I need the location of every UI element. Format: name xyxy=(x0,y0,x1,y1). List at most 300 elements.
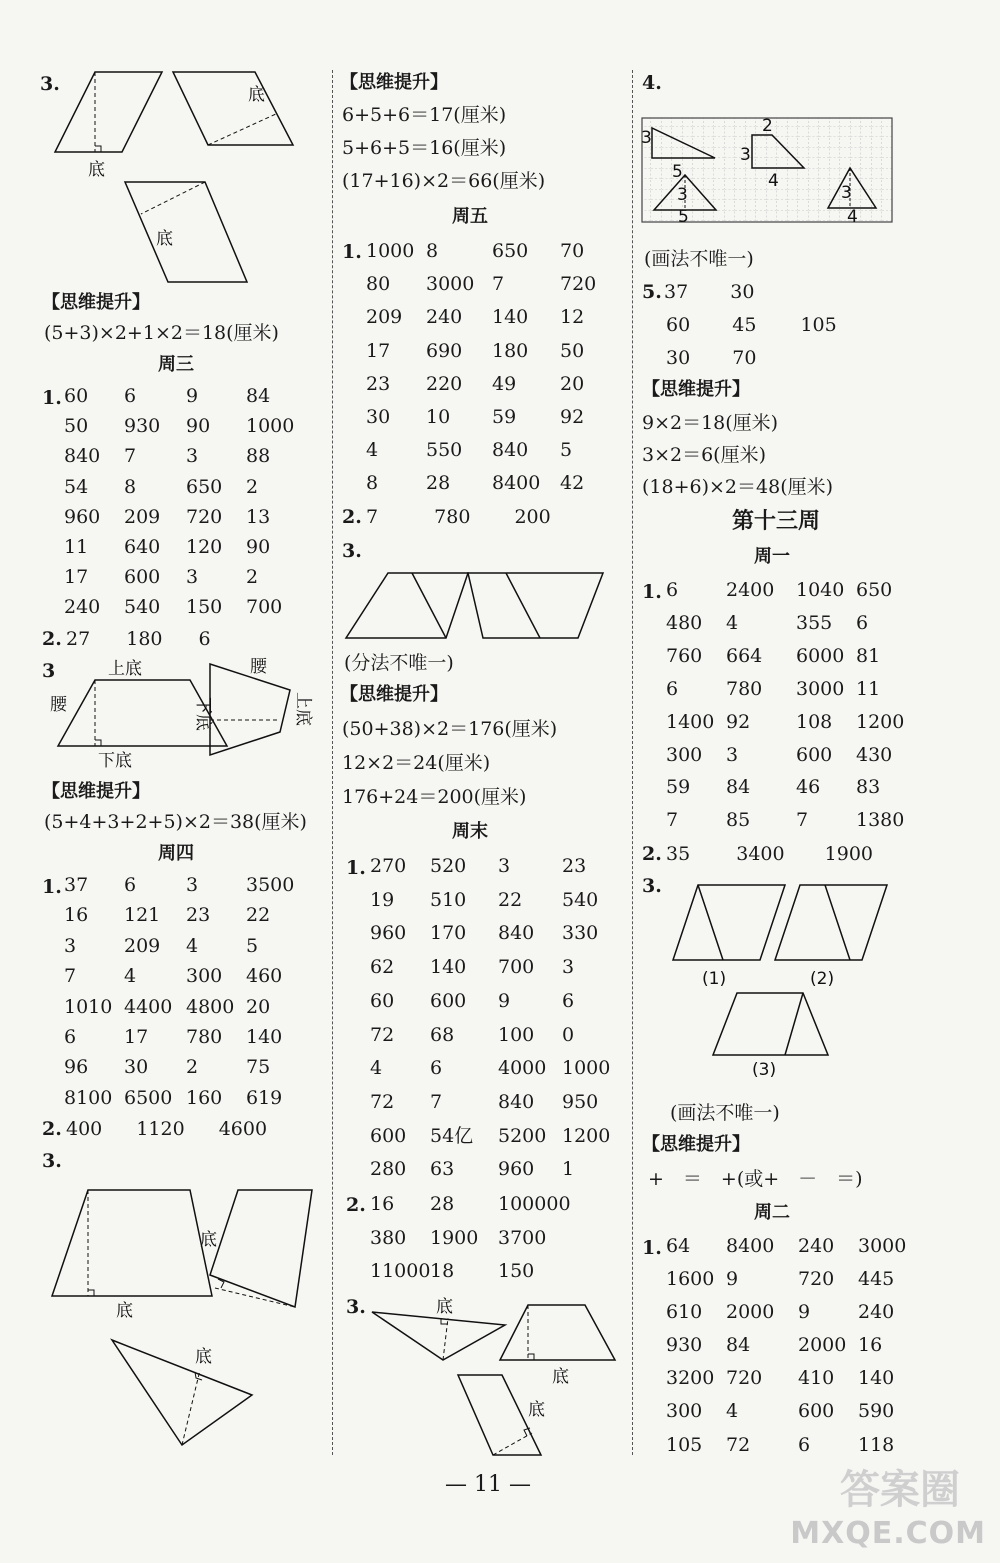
answer-cell: 3500 xyxy=(246,874,295,896)
answer-cell: 8 xyxy=(426,240,439,262)
answer-cell: 50 xyxy=(560,339,585,362)
answer-cell: 28 xyxy=(430,1193,455,1215)
answer-cell: 650 xyxy=(856,579,893,601)
answer-cell: 330 xyxy=(562,922,599,945)
answer-cell: 70 xyxy=(560,240,585,262)
watermark: MXQE.COM xyxy=(790,1516,986,1551)
answer-cell: 92 xyxy=(560,406,585,429)
column-divider xyxy=(332,70,333,1455)
answer-cell: 3000 xyxy=(426,273,475,296)
answer-cell: 4 xyxy=(124,965,137,988)
answer-cell: 840 xyxy=(498,1090,535,1113)
answer-cell: 0 xyxy=(562,1023,575,1046)
answer-cell: 18 xyxy=(430,1260,455,1282)
answer-cell: 92 xyxy=(726,710,751,733)
answer-cell: 4 xyxy=(186,934,199,957)
answer-cell: 90 xyxy=(246,536,271,559)
answer-cell: 17 xyxy=(64,566,89,589)
answer-cell: 3700 xyxy=(498,1226,547,1249)
answer-cell: 690 xyxy=(426,339,463,362)
question-number: 1. xyxy=(42,387,62,409)
answer-cell: 5200 xyxy=(498,1124,547,1147)
answer-cell: 460 xyxy=(246,965,283,988)
answer-cell: 17 xyxy=(366,339,391,362)
answer-cell: 60 xyxy=(370,989,395,1012)
equation: (5+3)×2+1×2＝18(厘米) xyxy=(44,322,279,344)
answer-cell: 84 xyxy=(726,1334,751,1357)
answer-cell: 9 xyxy=(726,1268,739,1291)
answer-cell: 3 xyxy=(186,566,199,589)
answer-cell: 4 xyxy=(726,1400,739,1423)
question-number: 1. xyxy=(42,876,62,898)
answer-cell: 16 xyxy=(64,904,89,927)
equation: 176+24＝200(厘米) xyxy=(342,786,527,808)
answer-cell: 100000 xyxy=(498,1193,571,1215)
answer-cell: 380 xyxy=(370,1226,407,1249)
figure-caption: (3) xyxy=(752,1060,777,1080)
answer-cell: 4 xyxy=(366,439,379,462)
answer-cell: 11 xyxy=(856,677,881,700)
answer-cell: 9 xyxy=(498,989,511,1012)
watermark: 答案圈 xyxy=(840,1467,960,1513)
answer-cell: 63 xyxy=(430,1158,455,1181)
answer-cell: 37 xyxy=(64,874,89,896)
section-head: 【思维提升】 xyxy=(42,781,150,802)
answer-cell: 240 xyxy=(64,596,101,619)
base-height-figures xyxy=(340,0,625,1460)
answer-cell: 22 xyxy=(498,888,523,911)
answer-cell: 59 xyxy=(666,776,691,799)
answer-cell: 4800 xyxy=(186,995,235,1018)
base-label: 底 xyxy=(200,1230,217,1250)
answer-cell: 80 xyxy=(366,273,391,296)
answer-cell: 7 xyxy=(796,809,809,832)
answer-cell: 3 xyxy=(186,874,199,896)
answer-cell: 5 xyxy=(246,934,259,957)
answer-cell: 83 xyxy=(856,776,881,799)
answer-cell: 930 xyxy=(124,415,161,438)
answer: 1900 xyxy=(824,843,873,865)
question-number: 2. xyxy=(42,628,62,650)
answer-cell: 62 xyxy=(370,956,395,979)
answer-cell: 1010 xyxy=(64,995,113,1018)
answer-cell: 6 xyxy=(64,1026,77,1049)
answer-cell: 72 xyxy=(370,1090,395,1113)
answer: 35 xyxy=(666,843,691,865)
question-number: 5. xyxy=(642,281,662,303)
grid-label: 5 xyxy=(672,162,683,182)
section-head: 【思维提升】 xyxy=(340,72,448,93)
answer-cell: 6 xyxy=(666,579,679,601)
answer: 6 xyxy=(198,628,211,650)
answer-cell: 7 xyxy=(124,445,137,468)
equation: 6+5+6＝17(厘米) xyxy=(342,104,507,126)
answer-cell: 140 xyxy=(858,1367,895,1390)
answer-cell: 720 xyxy=(798,1268,835,1291)
answer-cell: 1400 xyxy=(666,710,715,733)
answer-cell: 1900 xyxy=(430,1226,479,1249)
answer-cell: 355 xyxy=(796,611,833,634)
bottom-base-label: 下底 xyxy=(193,697,213,731)
answer-cell: 46 xyxy=(796,776,821,799)
answer-cell: 960 xyxy=(498,1158,535,1181)
note: (画法不唯一) xyxy=(670,1102,780,1124)
figure-caption: (2) xyxy=(810,969,835,989)
page-number: — 11 — xyxy=(445,1472,531,1497)
answer: 780 xyxy=(434,506,471,528)
grid-label: 3 xyxy=(841,183,852,203)
answer-cell: 7 xyxy=(492,273,505,296)
answer-cell: 240 xyxy=(798,1235,835,1257)
answer-cell: 590 xyxy=(858,1400,895,1423)
answer-cell: 650 xyxy=(492,240,529,262)
answer-cell: 49 xyxy=(492,372,517,395)
answer-cell: 2400 xyxy=(726,579,775,601)
answer-cell: 1000 xyxy=(366,240,415,262)
answer-cell: 930 xyxy=(666,1334,703,1357)
answer-cell: 5 xyxy=(560,439,573,462)
answer: 105 xyxy=(800,314,837,336)
question-number: 2. xyxy=(342,506,362,528)
answer-cell: 1200 xyxy=(562,1124,611,1147)
answer-cell: 3 xyxy=(186,445,199,468)
answer-cell: 3 xyxy=(726,743,739,766)
answer-cell: 105 xyxy=(666,1433,703,1456)
answer-cell: 180 xyxy=(492,339,529,362)
answer-cell: 700 xyxy=(498,956,535,979)
answer-cell: 30 xyxy=(366,406,391,429)
answer-cell: 90 xyxy=(186,415,211,438)
note: (分法不唯一) xyxy=(344,652,454,674)
answer-cell: 664 xyxy=(726,644,763,667)
answer: 60 xyxy=(666,314,691,336)
answer-cell: 3 xyxy=(64,934,77,957)
answer-cell: 410 xyxy=(798,1367,835,1390)
answer-cell: 23 xyxy=(366,372,391,395)
answer-cell: 600 xyxy=(124,566,161,589)
equation: + ＝ +(或+ － ＝) xyxy=(648,1168,863,1190)
answer-cell: 7 xyxy=(666,809,679,832)
day-title: 周五 xyxy=(452,206,488,227)
grid-label: 4 xyxy=(768,171,779,191)
question-number: 3. xyxy=(42,1150,62,1172)
answer-cell: 300 xyxy=(666,1400,703,1423)
answer-cell: 6000 xyxy=(796,644,845,667)
week-title: 第十三周 xyxy=(732,509,821,534)
leg-label: 腰 xyxy=(250,657,267,677)
answer-cell: 6 xyxy=(562,989,575,1012)
answer-cell: 300 xyxy=(666,743,703,766)
answer-cell: 540 xyxy=(124,596,161,619)
answer-cell: 20 xyxy=(246,995,271,1018)
top-base-label: 上底 xyxy=(108,659,142,679)
section-head: 【思维提升】 xyxy=(340,684,448,705)
answer-cell: 12 xyxy=(560,306,585,329)
answer-cell: 209 xyxy=(124,505,161,528)
day-title: 周末 xyxy=(452,821,488,842)
equation: (5+4+3+2+5)×2＝38(厘米) xyxy=(44,811,307,833)
answer-cell: 209 xyxy=(124,934,161,957)
answer-cell: 8 xyxy=(366,472,379,495)
question-number: 2. xyxy=(346,1194,366,1216)
base-label: 底 xyxy=(116,1301,133,1321)
answer-cell: 9 xyxy=(186,385,199,407)
answer: 4600 xyxy=(218,1118,268,1140)
day-title: 周二 xyxy=(754,1202,790,1223)
question-number: 3. xyxy=(642,875,662,897)
answer-cell: 1 xyxy=(562,1158,575,1181)
base-label: 底 xyxy=(156,229,173,249)
section-head: 【思维提升】 xyxy=(642,379,750,400)
answer-cell: 3000 xyxy=(858,1235,907,1257)
answer-cell: 960 xyxy=(64,505,101,528)
answer-cell: 120 xyxy=(186,536,223,559)
answer-cell: 430 xyxy=(856,743,893,766)
answer-cell: 780 xyxy=(186,1026,223,1049)
answer-cell: 8100 xyxy=(64,1086,113,1109)
question-number: 3 xyxy=(42,660,56,682)
answer-cell: 85 xyxy=(726,809,751,832)
answer-cell: 140 xyxy=(492,306,529,329)
answer: 27 xyxy=(66,628,91,650)
answer-cell: 480 xyxy=(666,611,703,634)
answer-cell: 240 xyxy=(426,306,463,329)
top-base-label: 上底 xyxy=(293,692,313,726)
answer: 200 xyxy=(514,506,551,528)
answer-cell: 600 xyxy=(796,743,833,766)
answer-cell: 50 xyxy=(64,415,89,438)
cut-figures xyxy=(640,0,960,1090)
answer-cell: 13 xyxy=(246,505,271,528)
answer-cell: 600 xyxy=(370,1124,407,1147)
equation: 5+6+5＝16(厘米) xyxy=(342,137,507,159)
answer: 45 xyxy=(732,314,757,336)
answer-cell: 30 xyxy=(124,1056,149,1079)
column-divider xyxy=(632,70,633,1455)
answer-cell: 4400 xyxy=(124,995,173,1018)
answer-cell: 150 xyxy=(498,1260,535,1282)
answer-cell: 4 xyxy=(726,611,739,634)
answer-cell: 950 xyxy=(562,1090,599,1113)
answer-cell: 2 xyxy=(246,566,259,589)
answer-cell: 2 xyxy=(186,1056,199,1079)
answer-cell: 619 xyxy=(246,1086,283,1109)
answer-cell: 72 xyxy=(726,1433,751,1456)
answer-cell: 4 xyxy=(370,1057,383,1080)
answer-cell: 20 xyxy=(560,372,585,395)
note: (画法不唯一) xyxy=(644,248,754,270)
answer-cell: 720 xyxy=(726,1367,763,1390)
answer-cell: 220 xyxy=(426,372,463,395)
answer-cell: 1040 xyxy=(796,579,845,601)
answer-cell: 7 xyxy=(430,1090,443,1113)
answer-cell: 1380 xyxy=(856,809,905,832)
base-label: 底 xyxy=(195,1347,212,1367)
answer-cell: 170 xyxy=(430,922,467,945)
answer-cell: 780 xyxy=(726,677,763,700)
answer-cell: 520 xyxy=(430,855,467,877)
answer-cell: 2000 xyxy=(726,1301,775,1324)
question-number: 1. xyxy=(342,241,362,263)
base-label: 底 xyxy=(436,1297,453,1317)
answer-cell: 42 xyxy=(560,472,585,495)
answer-cell: 8400 xyxy=(726,1235,775,1257)
answer-cell: 54 xyxy=(64,475,89,498)
answer-cell: 760 xyxy=(666,644,703,667)
day-title: 周三 xyxy=(158,354,194,375)
answer-cell: 121 xyxy=(124,904,161,927)
answer: 30 xyxy=(730,281,755,303)
answer-cell: 88 xyxy=(246,445,271,468)
grid-label: 5 xyxy=(678,207,689,227)
answer-cell: 84 xyxy=(726,776,751,799)
grid-label: 4 xyxy=(847,207,858,227)
answer-cell: 96 xyxy=(64,1056,89,1079)
answer: 70 xyxy=(732,347,757,369)
answer-cell: 720 xyxy=(186,505,223,528)
answer-cell: 2 xyxy=(246,475,259,498)
answer-grid xyxy=(666,1230,918,1462)
base-label: 底 xyxy=(248,85,265,105)
answer-cell: 54亿 xyxy=(430,1124,474,1147)
answer-cell: 700 xyxy=(246,596,283,619)
answer-cell: 6 xyxy=(798,1433,811,1456)
base-label: 底 xyxy=(552,1367,569,1387)
answer-cell: 1200 xyxy=(856,710,905,733)
figure-caption: (1) xyxy=(702,969,727,989)
answer-cell: 22 xyxy=(246,904,271,927)
answer-cell: 60 xyxy=(64,385,89,407)
answer-cell: 100 xyxy=(498,1023,535,1046)
question-number: 4. xyxy=(642,72,662,94)
answer-cell: 1600 xyxy=(666,1268,715,1291)
answer-cell: 300 xyxy=(186,965,223,988)
answer-cell: 140 xyxy=(246,1026,283,1049)
answer-cell: 6 xyxy=(124,874,137,896)
answer-cell: 84 xyxy=(246,385,271,407)
answer-cell: 11000 xyxy=(370,1260,431,1282)
base-label: 底 xyxy=(88,160,105,180)
day-title: 周一 xyxy=(754,546,790,567)
answer-cell: 75 xyxy=(246,1056,271,1079)
answer-cell: 28 xyxy=(426,472,451,495)
answer-cell: 6 xyxy=(856,611,869,634)
answer-cell: 150 xyxy=(186,596,223,619)
leg-label: 腰 xyxy=(50,695,67,715)
answer-cell: 140 xyxy=(430,956,467,979)
question-number: 1. xyxy=(642,581,662,603)
question-number: 1. xyxy=(642,1237,662,1259)
answer: 7 xyxy=(366,506,379,528)
equation: 9×2＝18(厘米) xyxy=(642,412,779,434)
answer: 3400 xyxy=(736,843,785,865)
grid-label: 3 xyxy=(677,185,688,205)
answer-cell: 4000 xyxy=(498,1057,547,1080)
answer-cell: 3000 xyxy=(796,677,845,700)
answer-cell: 510 xyxy=(430,888,467,911)
answer-cell: 7 xyxy=(64,965,77,988)
answer: 30 xyxy=(666,347,691,369)
grid-label: 3 xyxy=(740,145,751,165)
answer: 400 xyxy=(66,1118,103,1140)
answer-cell: 840 xyxy=(492,439,529,462)
answer-cell: 209 xyxy=(366,306,403,329)
section-head: 【思维提升】 xyxy=(642,1134,750,1155)
answer-cell: 8 xyxy=(124,475,137,498)
answer-cell: 68 xyxy=(430,1023,455,1046)
answer-cell: 23 xyxy=(186,904,211,927)
question-number: 3. xyxy=(346,1296,366,1318)
answer-cell: 59 xyxy=(492,406,517,429)
answer-cell: 160 xyxy=(186,1086,223,1109)
answer-cell: 108 xyxy=(796,710,833,733)
answer-cell: 9 xyxy=(798,1301,811,1324)
answer: 180 xyxy=(126,628,163,650)
equation: (17+16)×2＝66(厘米) xyxy=(342,170,546,192)
grid-label: 2 xyxy=(762,116,773,136)
section-head: 【思维提升】 xyxy=(42,292,150,313)
answer-cell: 3200 xyxy=(666,1367,715,1390)
bottom-base-label: 下底 xyxy=(98,751,132,771)
answer-cell: 3 xyxy=(562,956,575,979)
answer-cell: 3 xyxy=(498,855,511,877)
equation: 3×2＝6(厘米) xyxy=(642,444,767,466)
answer-cell: 840 xyxy=(498,922,535,945)
answer-cell: 550 xyxy=(426,439,463,462)
answer-cell: 445 xyxy=(858,1268,895,1291)
answer-cell: 1000 xyxy=(562,1057,611,1080)
question-number: 2. xyxy=(42,1118,62,1140)
answer-cell: 81 xyxy=(856,644,881,667)
answer: 37 xyxy=(664,281,689,303)
answer-cell: 2000 xyxy=(798,1334,847,1357)
equation: (18+6)×2＝48(厘米) xyxy=(642,476,834,498)
question-number: 3. xyxy=(342,540,362,562)
answer-cell: 11 xyxy=(64,536,89,559)
answer-cell: 6 xyxy=(430,1057,443,1080)
answer-cell: 610 xyxy=(666,1301,703,1324)
answer-cell: 600 xyxy=(798,1400,835,1423)
question-number: 2. xyxy=(642,843,662,865)
base-label: 底 xyxy=(528,1400,545,1420)
answer-cell: 600 xyxy=(430,989,467,1012)
answer-cell: 720 xyxy=(560,273,597,296)
grid-label: 3 xyxy=(641,128,652,148)
answer-cell: 6500 xyxy=(124,1086,173,1109)
answer-cell: 240 xyxy=(858,1301,895,1324)
answer-cell: 650 xyxy=(186,475,223,498)
answer-cell: 1000 xyxy=(246,415,295,438)
question-number: 1. xyxy=(346,857,366,879)
answer-cell: 280 xyxy=(370,1158,407,1181)
answer-cell: 270 xyxy=(370,855,407,877)
answer-cell: 64 xyxy=(666,1235,691,1257)
answer-cell: 10 xyxy=(426,406,451,429)
answer-cell: 17 xyxy=(124,1026,149,1049)
answer-cell: 960 xyxy=(370,922,407,945)
day-title: 周四 xyxy=(158,843,194,864)
height-figures xyxy=(40,0,325,1460)
answer-cell: 19 xyxy=(370,888,395,911)
answer: 1120 xyxy=(136,1118,185,1140)
answer-cell: 16 xyxy=(858,1334,883,1357)
answer-cell: 6 xyxy=(666,677,679,700)
answer-cell: 840 xyxy=(64,445,101,468)
answer-cell: 640 xyxy=(124,536,161,559)
answer-cell: 16 xyxy=(370,1193,395,1215)
answer-cell: 540 xyxy=(562,888,599,911)
answer-cell: 23 xyxy=(562,855,587,877)
